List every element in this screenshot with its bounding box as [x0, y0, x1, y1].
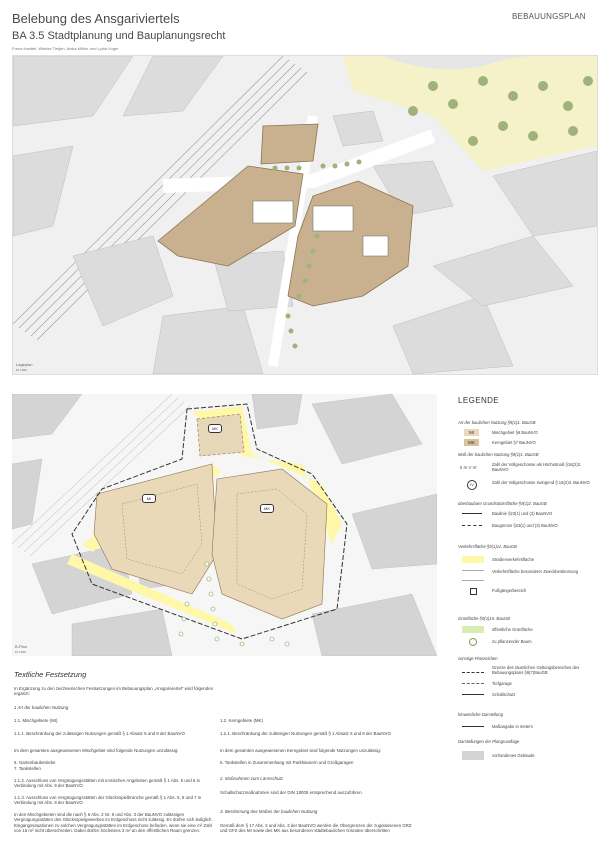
text-heading: Textliche Festsetzung — [14, 670, 87, 679]
legend-circle-symbol: IV — [467, 480, 477, 490]
text-section-1-1-1c: 6. Gartenbaubetriebe — [14, 760, 56, 765]
bplan-drawing — [12, 394, 437, 656]
text-section-1: 1 Art der baulichen Nutzung — [14, 705, 69, 710]
text-section-1-2-1: 1.2.1. Beschränkung der zulässigen Nutzungen gemäß § 1 Absatz 5 und 9 der BauNVO — [220, 731, 391, 736]
legend-schall-line — [462, 694, 484, 695]
bplan-map — [12, 394, 437, 656]
legend-grenze-label: Grenze des räumlichen Geltungsbereiches des Bebauungsplans §9(7)BauGB — [492, 665, 580, 675]
legend-fuss-label: Fußgängerbereich — [492, 588, 527, 593]
legend-mass-line — [462, 726, 484, 727]
lageplan-map — [12, 55, 598, 375]
legend-baulinie-line — [462, 513, 482, 514]
text-section-2b: Schallschutzmaßnahmen sind der DIN 18005 entsprechend auszuführen. — [220, 790, 363, 795]
legend-section-grund: überbaubare Grundstücksfläche §9(1)2. BauGB — [458, 501, 547, 506]
legend-roman-label: Zahl der Vollgeschosse als Höchstmaß §16(2)3. BauNVO — [492, 462, 582, 472]
zone-mk2-label: MK — [260, 504, 274, 513]
legend-baulinie-label: Baulinie §23(1) und (2) BauNVO — [492, 511, 553, 516]
legend-tg-line — [462, 683, 484, 684]
text-section-1-1-1d: 7. Tankstellen — [14, 766, 41, 771]
text-section-1-2: 1.2. Kerngebiete (MK) — [220, 718, 263, 723]
text-section-1-2-1b: In dem gesamten ausgewiesenen Kerngebiet sind folgende Nutzungen unzulässig: — [220, 748, 382, 753]
legend-mk-swatch: MK — [464, 439, 479, 446]
text-section-3: 3. Bestimmung des Maßes der baulichen Nutzung — [220, 809, 318, 814]
legend-roman: II IV V VI — [460, 465, 477, 470]
legend-strasse-label: Straßenverkehrsfläche — [492, 557, 535, 562]
zone-mi-label: MI — [142, 494, 156, 503]
legend-mi-label: Mischgebiet §6 BauNVO — [492, 430, 538, 435]
document-type: BEBAUUNGSPLAN — [512, 12, 586, 21]
text-section-1-1-2: 1.1.2. Ausschluss von Vergnügungsstätten mit erotischen Angeboten gemäß § 1 Abs. 5 und 6 in Verbindung mit Abs. 9 der BauNVO — [14, 778, 200, 789]
legend-section-grundlage: Darstellungen der Plangrundlage — [458, 739, 520, 744]
text-section-2: 2. Maßnahmen zum Lärmschutz — [220, 776, 283, 781]
legend-mk-label: Kerngebiet §7 BauNVO — [492, 440, 536, 445]
legend-fuss-symbol — [470, 588, 477, 595]
legend-section-art: Art der baulichen Nutzung §9(1)1. BauGB — [458, 420, 536, 425]
legend-schall-label: Schallschutz — [492, 692, 516, 697]
legend-baugrenze-label: Baugrenze §23(1) und (3) BauNVO — [492, 523, 558, 528]
legend-zweck-swatch — [462, 570, 484, 581]
legend-section-mass: Maß der baulichen Nutzung §9(1)1. BauGB — [458, 452, 539, 457]
text-section-1-1-1: 1.1.1. Beschränkung der zulässigen Nutzungen gemäß § 1 Absatz 5 und 9 der BauNVO — [14, 731, 185, 736]
text-section-3b: Gemäß dem § 17 Abs. 2 und Abs. 3 der BauNVO werden die Obergrenzen der zugelassenen GRZ und GFZ des MI sowie des MK aus besonderen städtebaulichen Gründen überschritten — [220, 823, 412, 834]
lageplan-label: Lageplan — [16, 362, 33, 367]
legend-grenze-line — [462, 672, 484, 673]
text-section-1-2-1c: 5. Tankstellen in Zusammenhang mit Parkhäusern und Großgaragen — [220, 760, 354, 765]
legend-baugrenze-line — [462, 525, 482, 526]
legend-baum-label: zu pflanzender Baum — [492, 639, 532, 644]
bplan-scale: M 1:500 — [15, 650, 26, 654]
legend-strasse-swatch — [462, 556, 484, 563]
text-intro: In Ergänzung zu den zeichnerischen Festsetzungen im Bebauungsplan „Ansgariviertel“ wird folgendes ergänzt: — [14, 686, 213, 697]
legend-gruen-swatch — [462, 626, 484, 633]
page-title: Belebung des Ansgariviertels — [12, 11, 180, 26]
legend-circle-label: Zahl der Vollgeschosse zwingend § 16(2)3. BauNVO — [492, 480, 590, 485]
legend-title: LEGENDE — [458, 396, 500, 405]
legend-mass-label: Maßangabe in metern — [492, 724, 533, 729]
text-section-1-1: 1.1. Mischgebiete (MI) — [14, 718, 58, 723]
legend-section-hinweis: hinweisliche Darstellung — [458, 712, 503, 717]
legend-zweck-label: Verkehrsfläche besonderer Zweckbestimmung — [492, 569, 579, 574]
tree-icon — [469, 638, 477, 646]
legend-tg-label: Tiefgarage — [492, 681, 512, 686]
legend-gruen-label: öffentliche Grünfläche — [492, 627, 533, 632]
text-section-1-1-1b: Im dem gesamten ausgewiesenen Mischgebiet sind folgende Nutzungen unzulässig: — [14, 748, 179, 753]
legend-gebaeude-swatch — [462, 751, 484, 760]
legend-section-verkehr: Verkehrsfläche §9(1)11. BauGB — [458, 544, 517, 549]
legend-section-gruen: Grünfläche §9(1)15. BauGB — [458, 616, 510, 621]
page-subtitle: BA 3.5 Stadtplanung und Bauplanungsrecht — [12, 30, 226, 42]
legend-section-sonst: sonstige Planzeichen — [458, 656, 498, 661]
text-section-1-1-3b: In den Mischgebieten sind die nach § 6 Abs. 2 Nr. 8 und Abs. 3 der BauNVO zulässigen Vergnügungsstätten des Glücksspielgewerbes im Erdgeschoss nicht zulässig. Es dürfen sich lediglich Eingangssituationen zu solchen Vergnügungsstätten im Erdgeschoss befinden, wenn sie eine m² Zahl von 15 m² nicht überschreiten. Dabei dürfen höchstens 3 m² an den öffentlichen Raum grenzen. — [14, 812, 212, 834]
authors: Frena Hanffel, Wiebke Tietjen, Anika Möller und Lydia Vogel — [12, 46, 119, 51]
lageplan-drawing — [13, 56, 597, 374]
legend — [458, 396, 598, 758]
lageplan-scale: M 1:500 — [16, 368, 27, 372]
bplan-label: B-Plan — [15, 644, 28, 649]
legend-gebaeude-label: vorhandenes Gebäude — [492, 753, 535, 758]
legend-mi-swatch: MI — [464, 429, 479, 436]
zone-mk-label: MK — [208, 424, 222, 433]
text-section-1-1-3: 1.1.3. Ausschluss von Vergnügungsstätten der Glücksspielbranche gemäß § 1 Abs. 5, 6 und 7 in Verbindung mit Abs. 9 der BauNVO — [14, 795, 202, 806]
